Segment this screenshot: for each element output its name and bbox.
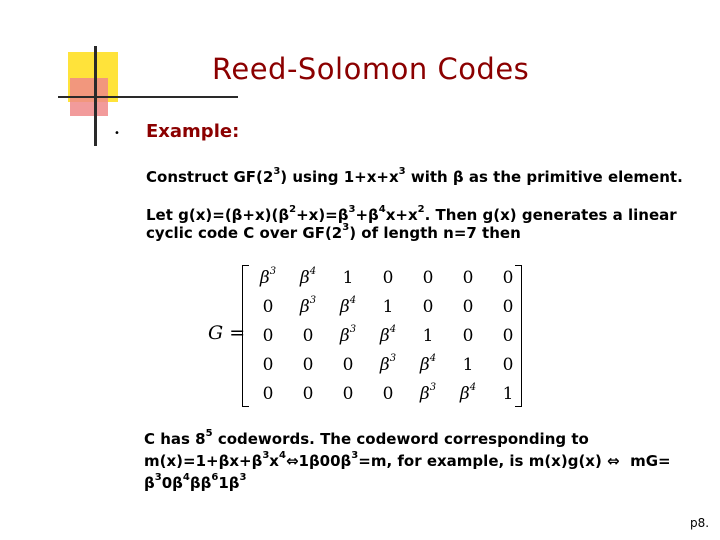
example-heading: Example: xyxy=(146,121,240,142)
matrix-cell: $\beta^4$ xyxy=(419,353,437,375)
matrix-label: G = xyxy=(208,322,246,344)
matrix-cell: $\beta^3$ xyxy=(259,266,277,288)
matrix-cell: 0 xyxy=(422,297,434,317)
matrix-cell: 1 xyxy=(462,355,474,375)
matrix-cell: 0 xyxy=(342,384,354,404)
page-number: p8. xyxy=(690,516,710,530)
matrix-cell: 1 xyxy=(342,268,354,288)
matrix-cell: 0 xyxy=(262,384,274,404)
matrix-cell: $\beta^4$ xyxy=(379,324,397,346)
matrix-cell: 1 xyxy=(382,297,394,317)
matrix-cell: 0 xyxy=(262,355,274,375)
codeword-paragraph: C has $8^5$ codewords. The codeword corresponding to $m(x)=1+\beta x+\beta^3x^4\Leftrightarrow 1\beta 00\beta^3=m$, for example, is m(x)g(x) ⇔ $mG= \beta^30\beta^4\beta\beta^61\beta^3$ xyxy=(144,428,671,492)
matrix-cell: $\beta^3$ xyxy=(299,295,317,317)
generator-matrix xyxy=(248,268,528,413)
matrix-cell: 0 xyxy=(502,326,514,346)
matrix-cell: 0 xyxy=(302,384,314,404)
matrix-cell: 1 xyxy=(422,326,434,346)
matrix-cell: $\beta^3$ xyxy=(419,382,437,404)
bullet-marker: • xyxy=(114,128,120,139)
matrix-cell: $\beta^4$ xyxy=(459,382,477,404)
matrix-cell: 0 xyxy=(502,355,514,375)
matrix-cell: $\beta^3$ xyxy=(379,353,397,375)
matrix-cell: 1 xyxy=(502,384,514,404)
matrix-cell: $\beta^4$ xyxy=(299,266,317,288)
decor-horizontal-line xyxy=(58,96,238,98)
construction-paragraph: Construct $GF(2^3)$ using $1+x+x^3$ with β as the primitive element. xyxy=(146,166,683,186)
matrix-cell: 0 xyxy=(422,268,434,288)
matrix-cell: 0 xyxy=(342,355,354,375)
matrix-cell: $\beta^3$ xyxy=(339,324,357,346)
matrix-cell: 0 xyxy=(462,268,474,288)
matrix-cell: 0 xyxy=(462,297,474,317)
generator-paragraph: Let $g(x)=(\beta+x)(\beta^2+x)=\beta^3+\beta^4x+x^2$. Then g(x) generates a linear cyclic code C over $GF(2^3)$ of length n=7 then xyxy=(146,204,677,242)
matrix-cell: 0 xyxy=(302,355,314,375)
matrix-cell: 0 xyxy=(462,326,474,346)
matrix-cell: 0 xyxy=(302,326,314,346)
matrix-cell: 0 xyxy=(502,297,514,317)
matrix-cell: 0 xyxy=(262,297,274,317)
matrix-cell: 0 xyxy=(502,268,514,288)
matrix-cell: $\beta^4$ xyxy=(339,295,357,317)
slide-title: Reed-Solomon Codes xyxy=(212,52,530,86)
matrix-cell: 0 xyxy=(262,326,274,346)
matrix-cell: 0 xyxy=(382,384,394,404)
matrix-cell: 0 xyxy=(382,268,394,288)
